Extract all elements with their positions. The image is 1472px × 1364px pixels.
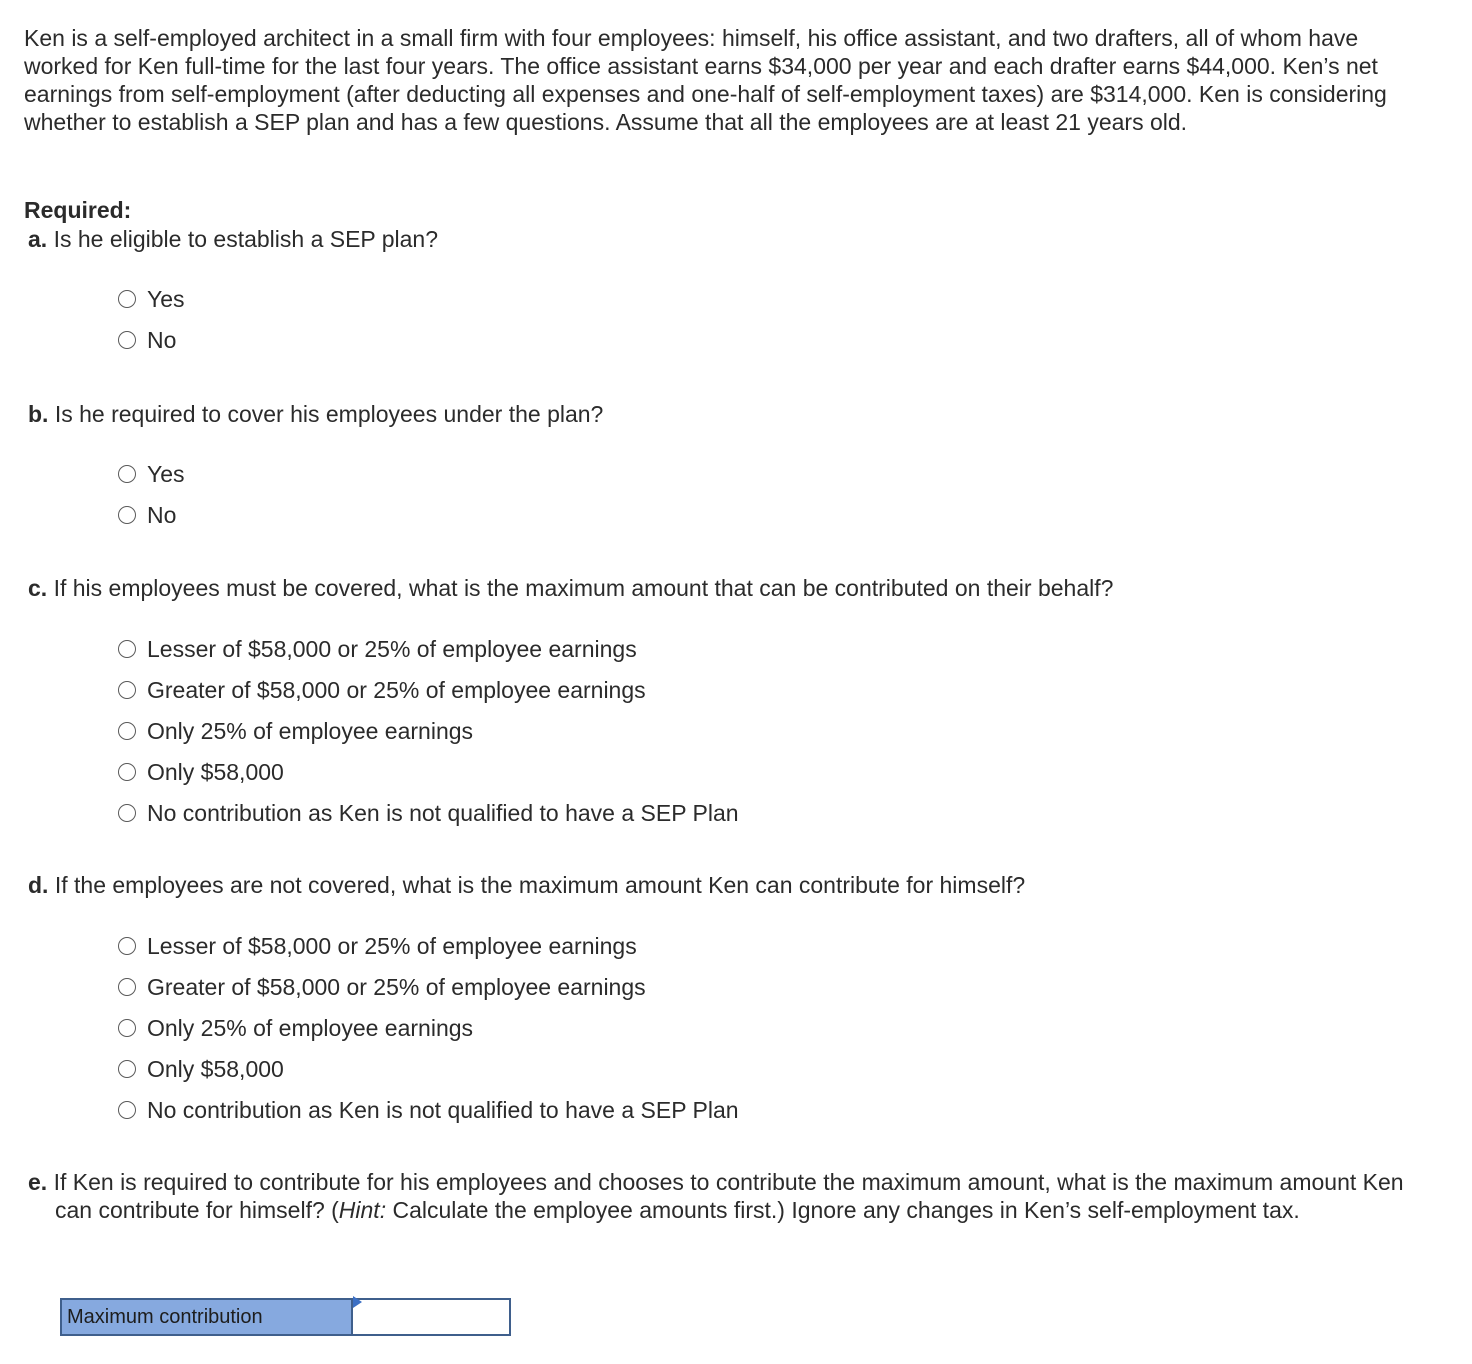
radio-button[interactable] [118,978,136,996]
question-c-option-5[interactable] [118,792,739,833]
question-d-options [118,925,739,1130]
question-c [28,574,1428,602]
radio-button[interactable] [118,763,136,781]
question-a-text: Is he eligible to establish a SEP plan? [53,226,439,252]
option-label: Lesser of $58,000 or 25% of employee earnings [147,635,637,662]
question-b-letter: b. [28,401,49,427]
option-label: No [147,326,177,353]
option-label: Yes [147,285,185,312]
question-c-letter: c. [28,575,48,601]
question-d [28,871,1428,899]
question-d-option-2[interactable] [118,966,739,1007]
required-heading: Required: [24,197,132,223]
option-label: No contribution as Ken is not qualified to have a SEP Plan [147,1096,739,1123]
option-label: Lesser of $58,000 or 25% of employee earnings [147,932,637,959]
option-label: No [147,501,177,528]
question-d-option-1[interactable] [118,925,739,966]
radio-button[interactable] [118,331,136,349]
question-d-option-5[interactable] [118,1089,739,1130]
question-e-hint-label: Hint: [338,1197,387,1223]
question-b-text: Is he required to cover his employees under the plan? [54,401,604,427]
question-b [28,400,1428,428]
radio-button[interactable] [118,506,136,524]
question-d-option-4[interactable] [118,1048,739,1089]
question-b-options [118,453,185,535]
answer-label: Maximum contribution [61,1299,352,1335]
question-c-text: If his employees must be covered, what is the maximum amount that can be contributed on their behalf? [53,575,1114,601]
answer-row [61,1299,510,1335]
question-c-option-3[interactable] [118,710,739,751]
question-e-letter: e. [28,1169,48,1195]
question-c-option-2[interactable] [118,669,739,710]
question-e-text-before: If Ken is required to contribute for his employees and chooses to contribute the maximum amount, what is the maximum amount Ken can contribute for himself? ( [53,1169,1404,1223]
question-a-letter: a. [28,226,48,252]
radio-button[interactable] [118,937,136,955]
question-a-option-yes[interactable] [118,278,185,319]
radio-button[interactable] [118,1101,136,1119]
answer-table [60,1298,511,1336]
radio-button[interactable] [118,465,136,483]
radio-button[interactable] [118,722,136,740]
option-label: Only $58,000 [147,1055,284,1082]
question-b-option-yes[interactable] [118,453,185,494]
radio-button[interactable] [118,804,136,822]
option-label: Only 25% of employee earnings [147,717,474,744]
option-label: Only $58,000 [147,758,284,785]
question-c-option-1[interactable] [118,628,739,669]
radio-button[interactable] [118,290,136,308]
question-a [28,225,1428,253]
question-a-option-no[interactable] [118,319,185,360]
option-label: Greater of $58,000 or 25% of employee earnings [147,676,646,703]
input-flag-icon [353,1296,362,1308]
option-label: Greater of $58,000 or 25% of employee earnings [147,973,646,1000]
option-label: Only 25% of employee earnings [147,1014,474,1041]
question-d-text: If the employees are not covered, what is the maximum amount Ken can contribute for himself? [54,872,1026,898]
radio-button[interactable] [118,1019,136,1037]
radio-button[interactable] [118,1060,136,1078]
question-e-text-after: Calculate the employee amounts first.) Ignore any changes in Ken’s self-employment tax. [386,1197,1300,1223]
question-e [28,1168,1415,1224]
radio-button[interactable] [118,681,136,699]
option-label: No contribution as Ken is not qualified to have a SEP Plan [147,799,739,826]
question-d-letter: d. [28,872,49,898]
maximum-contribution-input[interactable] [353,1300,509,1334]
question-c-options [118,628,739,833]
question-a-options [118,278,185,360]
problem-intro: Ken is a self-employed architect in a small firm with four employees: himself, his office assistant, and two drafters, all of whom have worked for Ken full-time for the last four years. The office assistant earns $34,000 per year and each drafter earns $44,000. Ken’s net earnings from self-employment (after deducting all expenses and one-half of self-employment taxes) are $314,000. Ken is considering whether to establish a SEP plan and has a few questions. Assume that all the employees are at least 21 years old. [24,25,1387,135]
option-label: Yes [147,460,185,487]
radio-button[interactable] [118,640,136,658]
question-b-option-no[interactable] [118,494,185,535]
question-d-option-3[interactable] [118,1007,739,1048]
question-c-option-4[interactable] [118,751,739,792]
answer-input-cell[interactable] [352,1299,510,1335]
